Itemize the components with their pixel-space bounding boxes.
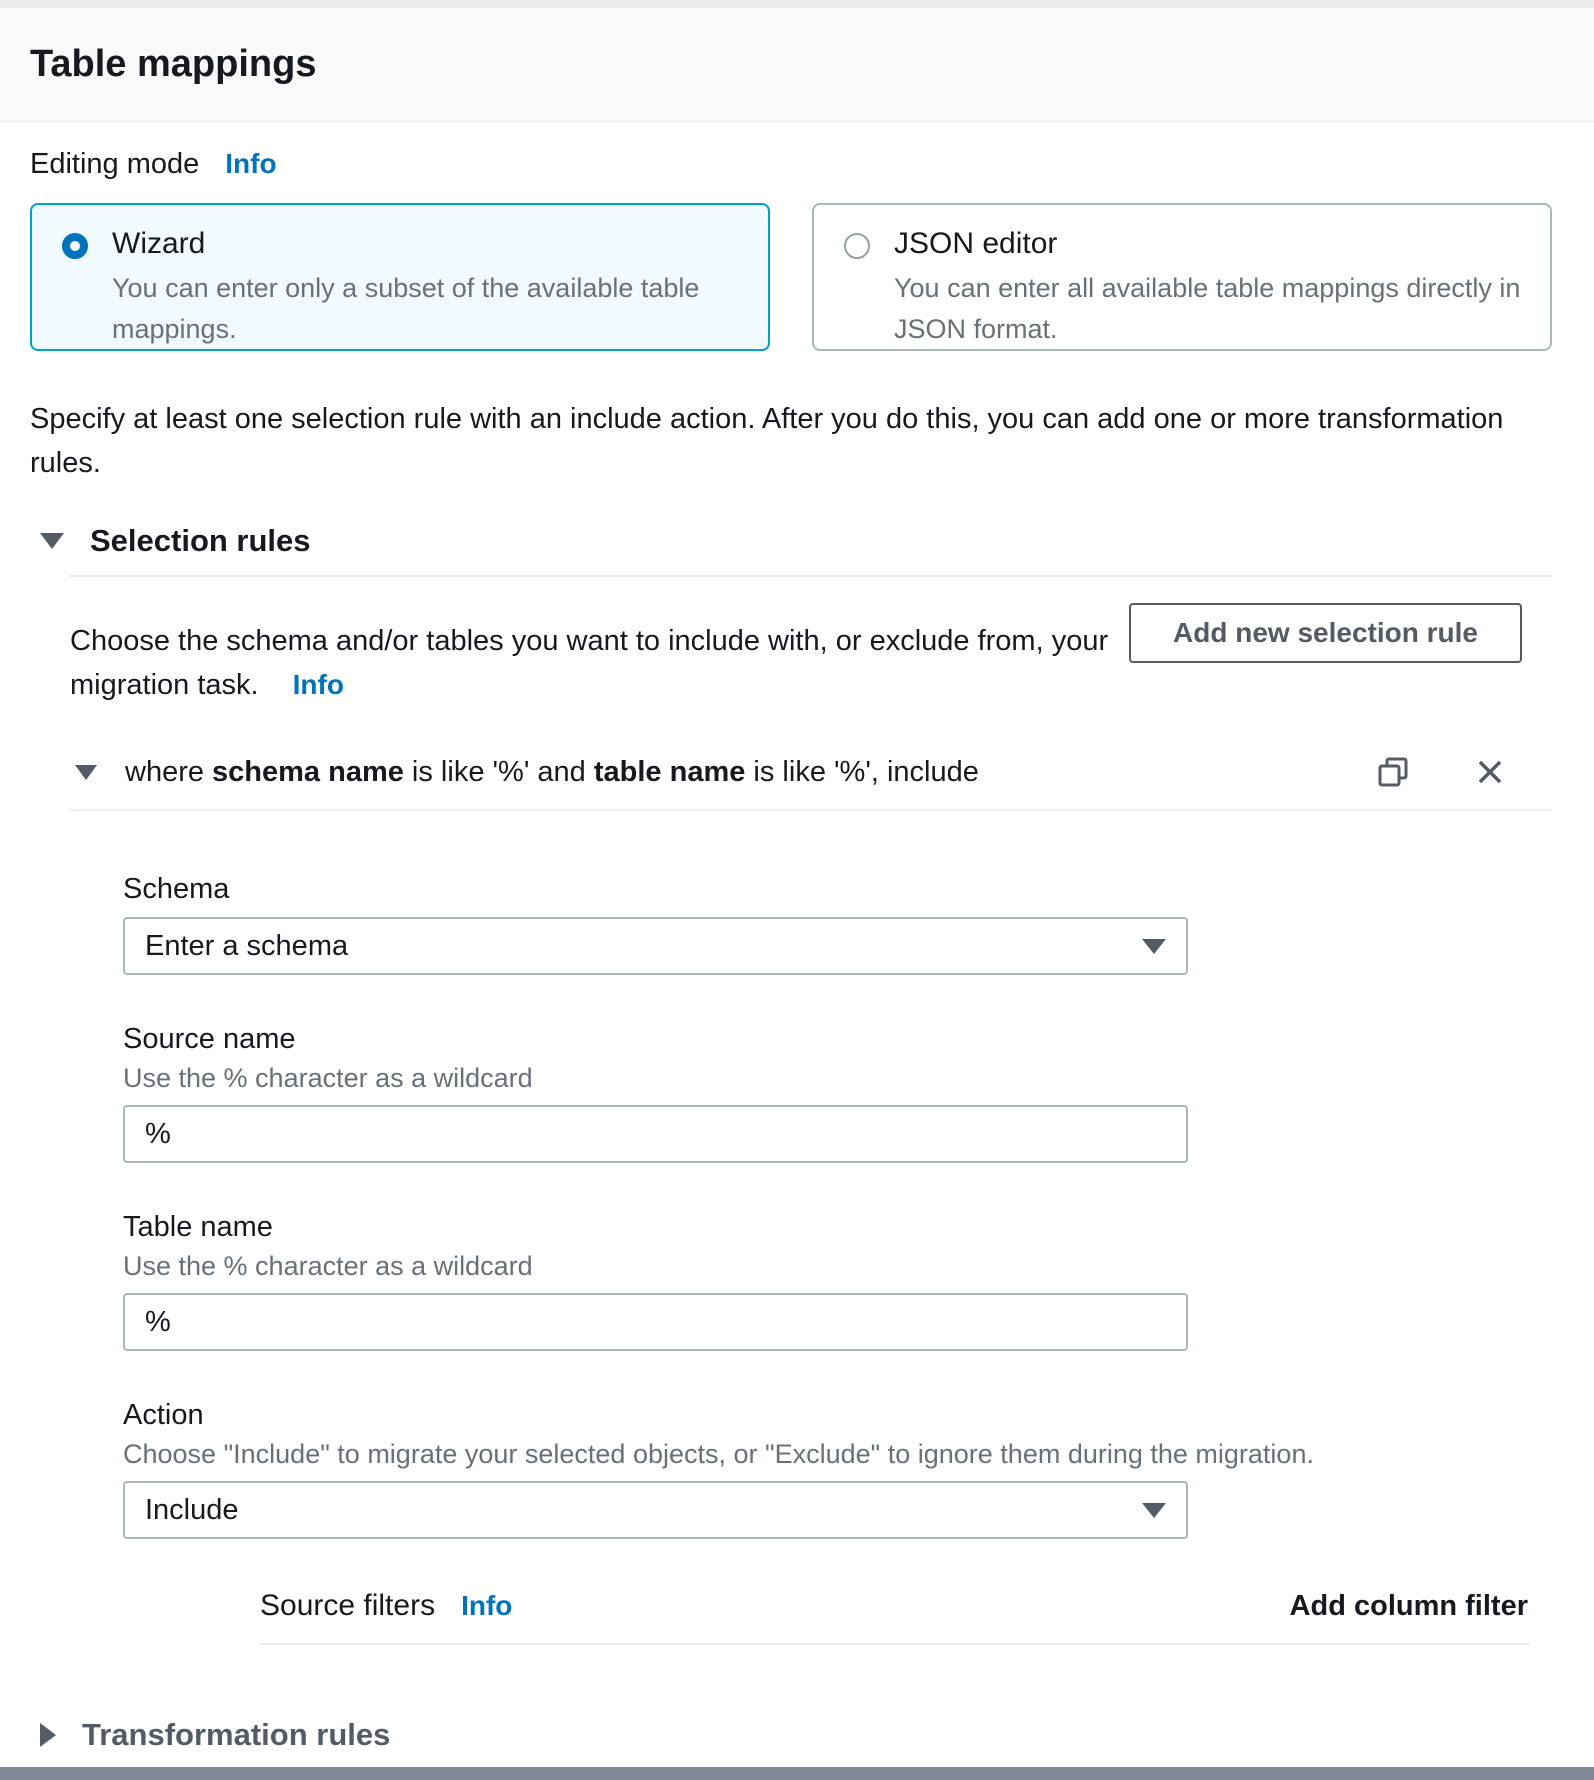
selection-rules-description-text: Choose the schema and/or tables you want to include with, or exclude from, your migration task. xyxy=(70,625,1109,701)
chevron-right-icon xyxy=(40,1723,56,1747)
rule-summary-mid: is like '%' and xyxy=(403,755,594,788)
selection-rules-header[interactable] xyxy=(40,523,1552,559)
panel-content xyxy=(0,148,1594,1753)
source-name-label: Source name xyxy=(123,1023,296,1055)
action-select-value: Include xyxy=(145,1493,239,1526)
page-title: Table mappings xyxy=(30,43,317,85)
selection-rules-description-row xyxy=(30,603,1552,707)
rule-summary xyxy=(125,756,979,789)
rule-summary-table: table name xyxy=(593,755,746,788)
action-label: Action xyxy=(123,1399,204,1431)
rule-actions xyxy=(1376,755,1506,789)
chevron-down-icon xyxy=(1142,1503,1166,1518)
divider xyxy=(70,575,1552,577)
duplicate-rule-icon[interactable] xyxy=(1376,755,1410,789)
wizard-option-label: Wizard xyxy=(112,227,206,260)
table-name-label: Table name xyxy=(123,1211,273,1243)
rule-summary-schema: schema name xyxy=(212,755,404,788)
divider xyxy=(70,809,1552,811)
selection-rule-summary-row[interactable] xyxy=(30,755,1552,789)
action-select[interactable] xyxy=(123,1481,1188,1539)
rule-summary-prefix: where xyxy=(125,755,213,788)
action-field xyxy=(123,1399,1552,1539)
add-column-filter-button[interactable]: Add column filter xyxy=(1289,1590,1528,1622)
wizard-option-description: You can enter only a subset of the available table mappings. xyxy=(112,273,700,344)
json-editor-option-label: JSON editor xyxy=(894,227,1058,260)
rule-chevron-down-icon xyxy=(75,765,97,780)
next-panel-edge xyxy=(0,1767,1594,1780)
transformation-rules-title: Transformation rules xyxy=(82,1717,391,1752)
source-filters-row xyxy=(260,1589,1552,1623)
source-filters-info-link[interactable]: Info xyxy=(461,1590,513,1621)
schema-select-value: Enter a schema xyxy=(145,929,349,962)
source-filters-label: Source filters xyxy=(260,1589,436,1622)
schema-select[interactable] xyxy=(123,917,1188,975)
wizard-option-card[interactable] xyxy=(30,203,770,351)
selection-rule-form xyxy=(30,873,1552,1645)
wizard-radio[interactable] xyxy=(62,233,88,259)
panel-header xyxy=(0,8,1594,122)
table-name-input[interactable] xyxy=(123,1293,1188,1351)
chevron-down-icon xyxy=(1142,939,1166,954)
selection-rules-info-link[interactable]: Info xyxy=(292,669,344,700)
editing-mode-row xyxy=(30,148,1552,181)
transformation-rules-header[interactable] xyxy=(40,1717,1552,1753)
json-editor-card-body xyxy=(894,227,1530,350)
json-editor-option-description: You can enter all available table mappings directly in JSON format. xyxy=(894,273,1521,344)
source-name-hint: Use the % character as a wildcard xyxy=(123,1063,533,1093)
page-top-strip xyxy=(0,0,1594,8)
remove-rule-icon[interactable] xyxy=(1474,756,1506,788)
intro-text: Specify at least one selection rule with an include action. After you do this, you can add one or more transformation rules. xyxy=(30,403,1504,479)
chevron-down-icon xyxy=(40,533,64,549)
source-name-input[interactable] xyxy=(123,1105,1188,1163)
wizard-card-body xyxy=(112,227,748,350)
selection-rules-title: Selection rules xyxy=(90,523,311,558)
selection-rules-description xyxy=(70,603,1115,707)
schema-field xyxy=(123,873,1552,975)
editing-mode-label: Editing mode xyxy=(30,148,200,180)
schema-label: Schema xyxy=(123,873,230,905)
action-hint: Choose "Include" to migrate your selected objects, or "Exclude" to ignore them during the migration. xyxy=(123,1439,1314,1469)
editing-mode-options xyxy=(30,203,1552,351)
table-name-hint: Use the % character as a wildcard xyxy=(123,1251,533,1281)
source-name-field xyxy=(123,1023,1552,1163)
divider xyxy=(260,1643,1530,1645)
editing-mode-info-link[interactable]: Info xyxy=(225,148,277,179)
table-name-field xyxy=(123,1211,1552,1351)
json-editor-option-card[interactable] xyxy=(812,203,1552,351)
json-editor-radio[interactable] xyxy=(844,233,870,259)
rule-summary-suffix: is like '%', include xyxy=(745,755,979,788)
add-selection-rule-button[interactable]: Add new selection rule xyxy=(1129,603,1522,663)
